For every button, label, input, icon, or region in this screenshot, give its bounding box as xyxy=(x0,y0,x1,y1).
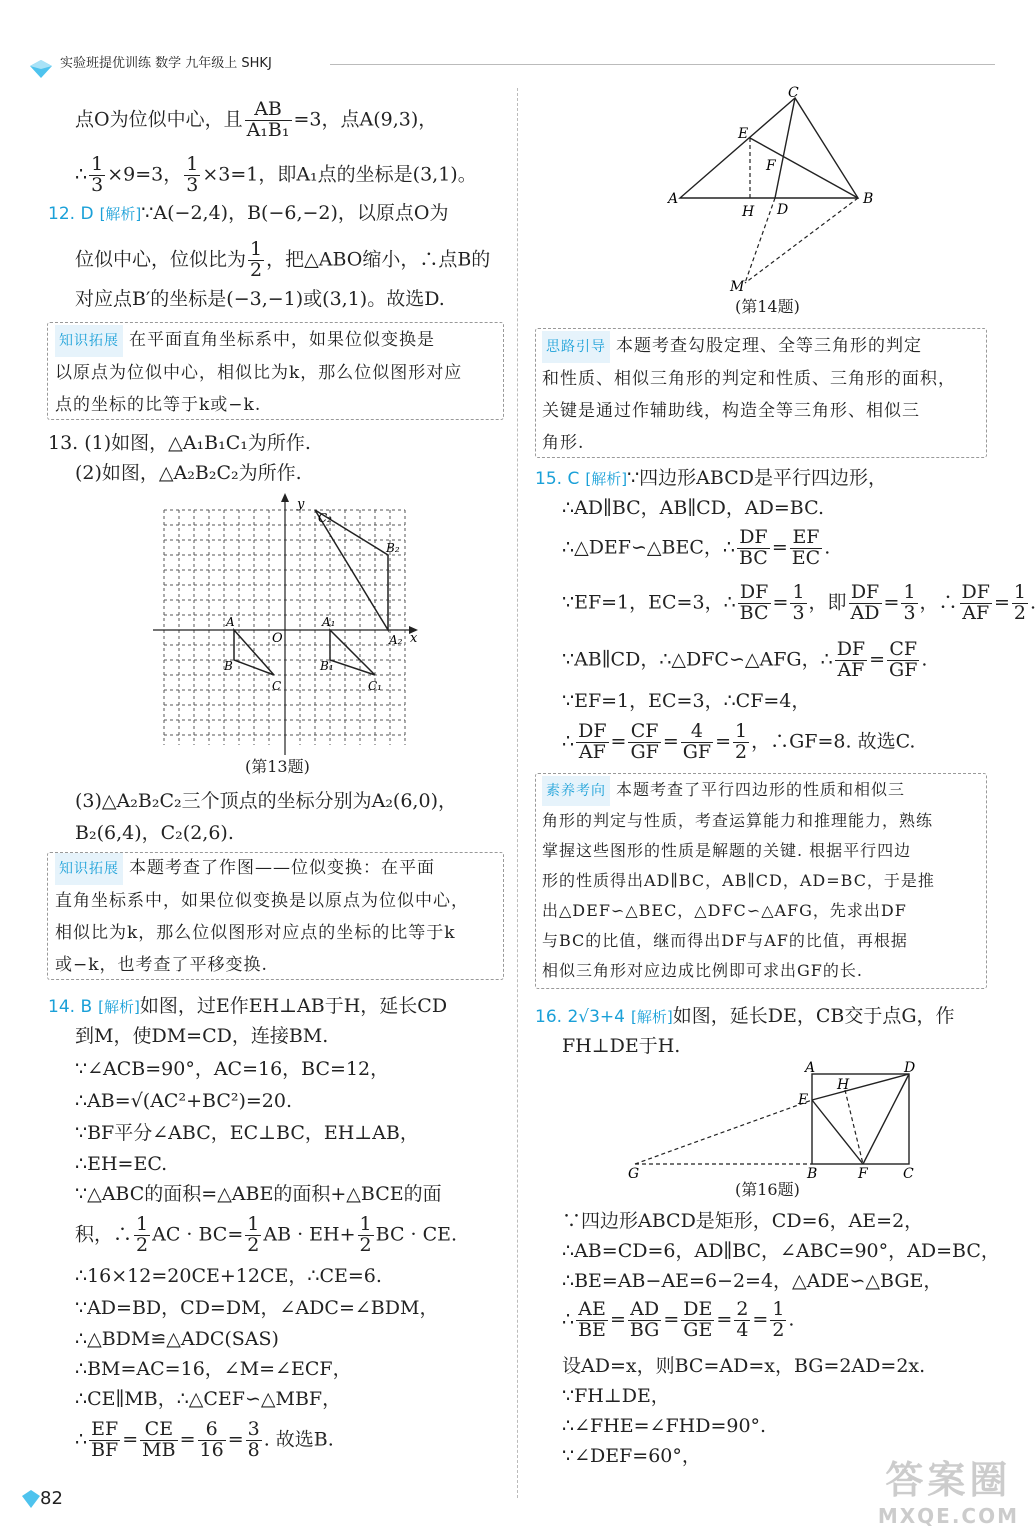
column-divider xyxy=(517,88,518,1498)
svg-text:C: C xyxy=(272,679,282,693)
svg-text:F: F xyxy=(766,158,776,174)
line: ∵BF平分∠ABC，EC⊥BC，EH⊥AB， xyxy=(75,1122,419,1144)
line: ∵AD=BD，CD=DM，∠ADC=∠BDM， xyxy=(75,1297,439,1319)
svg-text:B: B xyxy=(863,191,874,207)
line: 设AD=x，则BC=AD=x，BG=2AD=2x. xyxy=(562,1355,926,1377)
svg-text:C₁: C₁ xyxy=(368,679,382,693)
line: ∴ $\frac{DF}{AF}$ = $\frac{CF}{GF}$ = $\frac{4}{GF}$ = $\frac{1}{2}$ ，∴GF=8. 故选C. xyxy=(562,720,916,763)
header-title: 实验班提优训练 数学 九年级上 SHKJ xyxy=(60,56,272,71)
box-text: 知识拓展 在平面直角坐标系中，如果位似变换是 以原点为位似中心，相似比为k，那么位似图形对应 点的坐标的比等于k或−k. xyxy=(55,324,462,421)
line: ∵∠ACB=90°，AC=16，BC=12， xyxy=(75,1058,390,1080)
svg-text:C: C xyxy=(903,1166,914,1182)
line: ∴BE=AB−AE=6−2=4，△ADE∽△BGE， xyxy=(562,1270,943,1292)
figure-16-rectangle xyxy=(620,1062,920,1180)
q15-line: 15. C [解析]∵四边形ABCD是平行四边形， xyxy=(535,467,887,489)
svg-text:E: E xyxy=(798,1092,809,1108)
svg-text:y: y xyxy=(297,497,305,512)
line: 到M，使DM=CD，连接BM. xyxy=(75,1025,329,1047)
line: ∵EF=1，EC=3，∴ $\frac{DF}{BC}$ = $\frac{1}{3}$ ，即 $\frac{DF}{AD}$ = $\frac{1}{3}$ ，∴ $\frac{DF}{AF}$ = $\frac{1}{2}$ . xyxy=(562,581,1036,624)
svg-text:A₁: A₁ xyxy=(322,615,336,629)
svg-text:O: O xyxy=(272,631,283,646)
header-rule xyxy=(330,64,995,65)
line: B₂(6,4)，C₂(2,6). xyxy=(75,822,234,844)
svg-text:F: F xyxy=(858,1166,868,1182)
figure-14-triangle xyxy=(660,85,890,295)
line: 点O为位似中心，且 $\frac{AB}{\text{A₁B₁}}$ =3，点A(9,3)， xyxy=(75,98,438,141)
line: ∵四边形ABCD是矩形，CD=6，AE=2， xyxy=(562,1210,924,1232)
svg-text:C₂: C₂ xyxy=(318,511,332,525)
svg-text:D: D xyxy=(777,202,789,218)
box-text: 素养考向 本题考查了平行四边形的性质和相似三 角形的判定与性质，考查运算能力和推理能力，熟练 掌握这些图形的性质是解题的关键. 根据平行四边 形的性质得出AD∥BC，AB∥CD，AD=BC，于是推 出△DEF∽△BEC，△DFC∽△AFG，先求出DF 与BC的比值，继而得出DF与AF的比值，再根据 相似三角形对应边成比例即可求出GF的长. xyxy=(542,775,935,986)
line: ∴ $\frac{AE}{BE}$ = $\frac{AD}{BG}$ = $\frac{DE}{GE}$ = $\frac{2}{4}$ = $\frac{1}{2}$ . xyxy=(562,1298,795,1341)
line: ∵FH⊥DE， xyxy=(562,1385,670,1407)
line: 13. (1)如图，△A₁B₁C₁为所作. xyxy=(48,432,311,454)
line: FH⊥DE于H. xyxy=(562,1035,681,1057)
line: (2)如图，△A₂B₂C₂为所作. xyxy=(75,462,302,484)
svg-text:B₂: B₂ xyxy=(386,541,400,555)
line: 积，∴ $\frac{1}{2}$ AC · BC= $\frac{1}{2}$ AB · EH+ $\frac{1}{2}$ BC · CE. xyxy=(75,1213,458,1256)
figure-13-grid xyxy=(148,490,428,760)
line: 对应点B′的坐标是(−3,−1)或(3,1)。故选D. xyxy=(75,288,445,310)
svg-text:H: H xyxy=(837,1077,850,1093)
figure-14-caption: (第14题) xyxy=(735,297,800,316)
box-text: 知识拓展 本题考查了作图——位似变换：在平面 直角坐标系中，如果位似变换是以原点为位似中心， 相似比为k，那么位似图形对应点的坐标的比等于k 或−k，也考查了平移变换. xyxy=(55,852,469,981)
q16-line: 16. 2√3+4 [解析]如图，延长DE，CB交于点G，作 xyxy=(535,1005,955,1027)
svg-text:G: G xyxy=(628,1166,640,1182)
line: ∴△BDM≌△ADC(SAS) xyxy=(75,1328,279,1350)
svg-text:E: E xyxy=(738,126,749,142)
figure-16-caption: (第16题) xyxy=(735,1180,800,1199)
page-number: 82 xyxy=(40,1488,63,1509)
line: ∴AD∥BC，AB∥CD，AD=BC. xyxy=(562,497,824,519)
svg-text:A: A xyxy=(805,1060,816,1076)
line: ∴BM=AC=16，∠M=∠ECF， xyxy=(75,1358,352,1380)
line: ∴AB=√(AC²+BC²)=20. xyxy=(75,1090,293,1112)
line: ∵△ABC的面积=△ABE的面积+△BCE的面 xyxy=(75,1183,442,1205)
line: ∴AB=CD=6，AD∥BC，∠ABC=90°，AD=BC， xyxy=(562,1240,1000,1262)
svg-text:M: M xyxy=(730,279,745,295)
brand-logo-icon xyxy=(28,58,54,80)
svg-text:B: B xyxy=(807,1166,818,1182)
line: ∵AB∥CD，∴△DFC∽△AFG，∴ $\frac{DF}{AF}$ = $\frac{CF}{GF}$ . xyxy=(562,638,928,681)
q14-line: 14. B [解析]如图，过E作EH⊥AB于H，延长CD xyxy=(48,995,448,1017)
svg-text:H: H xyxy=(742,204,755,220)
svg-text:B₁: B₁ xyxy=(320,659,334,673)
line: ∴CE∥MB，∴△CEF∽△MBF， xyxy=(75,1388,342,1410)
box-text: 思路引导 本题考查勾股定理、全等三角形的判定 和性质、相似三角形的判定和性质、三角形的面积， 关键是通过作辅助线，构造全等三角形、相似三 角形. xyxy=(542,330,956,459)
watermark: 答案圈 MXQE.COM xyxy=(877,1458,1019,1528)
line: 位似中心，位似比为 $\frac{1}{2}$ ，把△ABO缩小，∴点B的 xyxy=(75,238,491,281)
svg-text:A: A xyxy=(668,191,679,207)
line: ∴16×12=20CE+12CE，∴CE=6. xyxy=(75,1265,382,1287)
line: ∵EF=1，EC=3，∴CF=4， xyxy=(562,690,811,712)
q12-line: 12. D [解析]∵A(−2,4)，B(−6,−2)，以原点O为 xyxy=(48,202,449,224)
svg-text:D: D xyxy=(904,1060,916,1076)
line: ∴EH=EC. xyxy=(75,1153,168,1175)
line: ∴∠FHE=∠FHD=90°. xyxy=(562,1415,767,1437)
svg-text:B: B xyxy=(224,659,233,673)
line: (3)△A₂B₂C₂三个顶点的坐标分别为A₂(6,0)， xyxy=(75,790,457,812)
svg-text:C: C xyxy=(788,85,799,101)
line: ∴ $\frac{1}{3}$ ×9=3， $\frac{1}{3}$ ×3=1，即A₁点的坐标是(3,1)。 xyxy=(75,153,477,196)
page-corner-icon xyxy=(20,1488,42,1510)
figure-13-caption: (第13题) xyxy=(245,757,310,776)
svg-text:A₂: A₂ xyxy=(389,633,403,647)
svg-text:x: x xyxy=(410,631,418,646)
line: ∴△DEF∽△BEC，∴ $\frac{DF}{BC}$ = $\frac{EF}{EC}$ . xyxy=(562,526,831,569)
line: ∴ $\frac{EF}{BF}$ = $\frac{CE}{MB}$ = $\frac{6}{16}$ = $\frac{3}{8}$ . 故选B. xyxy=(75,1418,334,1461)
line: ∵∠DEF=60°， xyxy=(562,1445,701,1467)
svg-text:A: A xyxy=(226,615,235,629)
